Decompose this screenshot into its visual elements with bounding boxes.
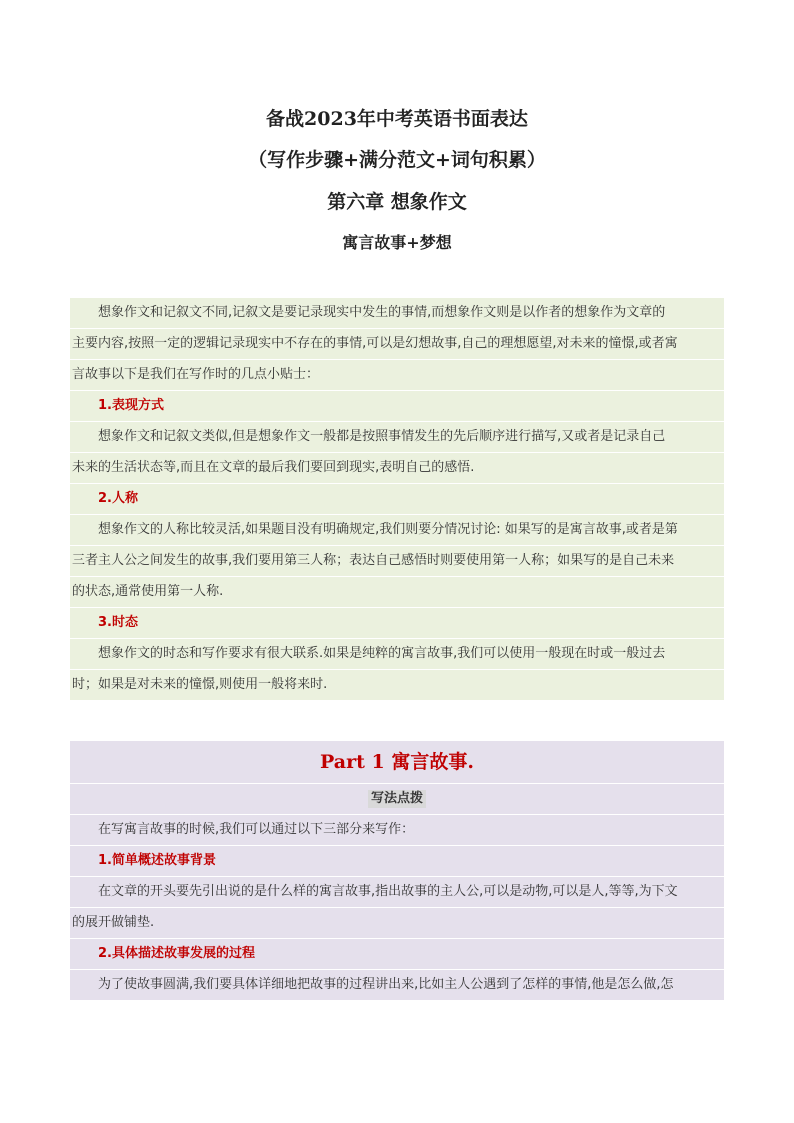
paragraph-line: 想象作文和记叙文类似,但是想象作文一般都是按照事情发生的先后顺序进行描写,又或者是记录自己: [70, 422, 724, 452]
paragraph-line: 三者主人公之间发生的故事,我们要用第三人称；表达自己感悟时则要使用第一人称；如果写的是自己未来: [70, 546, 724, 576]
document-title: 备战2023年中考英语书面表达: [266, 108, 528, 130]
part-title: Part 1 寓言故事.: [70, 741, 724, 783]
section-heading: 3.时态: [70, 608, 724, 638]
paragraph-line: 想象作文的人称比较灵活,如果题目没有明确规定,我们则要分情况讨论: 如果写的是寓言故事,或者是第: [70, 515, 724, 545]
title-block: [0, 100, 794, 264]
part1-box: [70, 741, 724, 1001]
section-heading: 2.人称: [70, 484, 724, 514]
tips-label: 写法点拨: [368, 790, 426, 808]
paragraph-line: 时；如果是对未来的憧憬,则使用一般将来时.: [70, 670, 724, 700]
document-title-subtitle: （写作步骤+满分范文+词句积累）: [248, 149, 546, 171]
intro-box: [70, 298, 724, 701]
paragraph-line: 的状态,通常使用第一人称.: [70, 577, 724, 607]
paragraph-line: 未来的生活状态等,而且在文章的最后我们要回到现实,表明自己的感悟.: [70, 453, 724, 483]
paragraph-line: 想象作文的时态和写作要求有很大联系.如果是纯粹的寓言故事,我们可以使用一般现在时或一般过去: [70, 639, 724, 669]
tips-row: [70, 784, 724, 814]
paragraph-line: 想象作文和记叙文不同,记叙文是要记录现实中发生的事情,而想象作文则是以作者的想象作为文章的: [70, 298, 724, 328]
paragraph-line: 为了使故事圆满,我们要具体详细地把故事的过程讲出来,比如主人公遇到了怎样的事情,他是怎么做,怎: [70, 970, 724, 1000]
section-heading: 1.表现方式: [70, 391, 724, 421]
chapter-title: 第六章 想象作文: [327, 191, 467, 213]
paragraph-line: 的展开做铺垫.: [70, 908, 724, 938]
paragraph-line: 在文章的开头要先引出说的是什么样的寓言故事,指出故事的主人公,可以是动物,可以是人,等等,为下文: [70, 877, 724, 907]
paragraph-line: 主要内容,按照一定的逻辑记录现实中不存在的事情,可以是幻想故事,自己的理想愿望,对未来的憧憬,或者寓: [70, 329, 724, 359]
section-heading: 1.简单概述故事背景: [70, 846, 724, 876]
paragraph-line: 言故事以下是我们在写作时的几点小贴士：: [70, 360, 724, 390]
section-heading: 2.具体描述故事发展的过程: [70, 939, 724, 969]
topic-subtitle: 寓言故事+梦想: [342, 233, 452, 252]
paragraph-line: 在写寓言故事的时候,我们可以通过以下三部分来写作：: [70, 815, 724, 845]
